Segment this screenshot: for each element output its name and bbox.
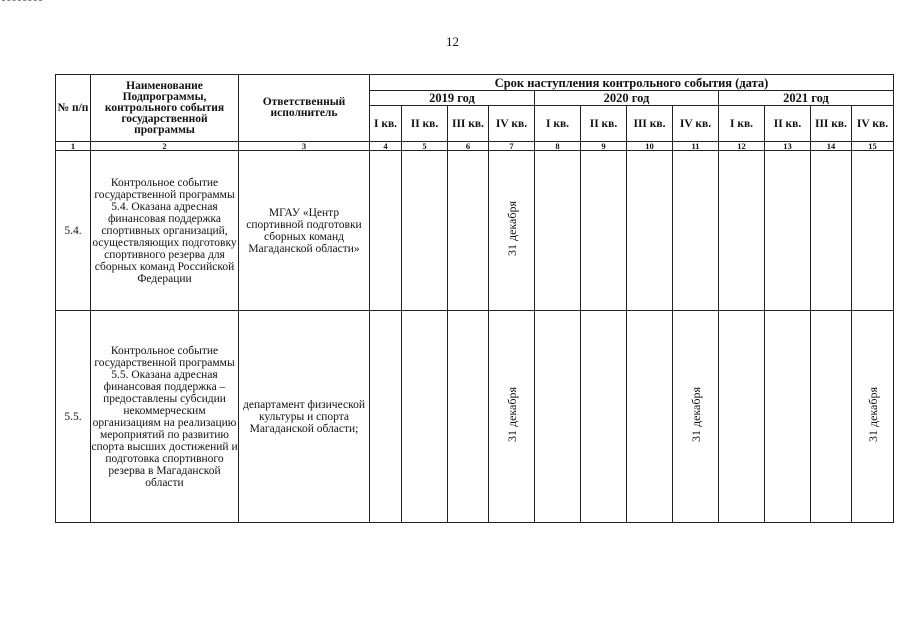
header-quarter: IV кв. [489, 106, 535, 142]
header-col-num: № п/п [56, 75, 91, 142]
column-number: 5 [402, 142, 448, 151]
header-quarter: III кв. [811, 106, 852, 142]
row-number: 5.4. [56, 151, 91, 311]
responsible-executor: МГАУ «Центр спортивной подготовки сборных команд Магаданской области» [239, 151, 370, 311]
header-quarter: III кв. [627, 106, 673, 142]
column-number: 9 [581, 142, 627, 151]
date-cell [852, 311, 894, 523]
header-quarter: II кв. [581, 106, 627, 142]
header-col-responsible: Ответственный исполнитель [239, 75, 370, 142]
date-cell [811, 151, 852, 311]
date-cell [811, 311, 852, 523]
date-cell [627, 311, 673, 523]
column-number: 11 [673, 142, 719, 151]
header-quarter: III кв. [448, 106, 489, 142]
date-text: 31 декабря [865, 387, 880, 443]
column-number: 4 [370, 142, 402, 151]
date-cell [719, 311, 765, 523]
date-cell [489, 311, 535, 523]
date-cell [370, 151, 402, 311]
header-col-name: Наименование Подпрограммы, контрольного события государственной программы [91, 75, 239, 142]
header-quarter: IV кв. [673, 106, 719, 142]
column-number: 3 [239, 142, 370, 151]
header-quarter: I кв. [370, 106, 402, 142]
date-cell [535, 311, 581, 523]
column-number: 14 [811, 142, 852, 151]
date-cell [489, 151, 535, 311]
date-cell [765, 151, 811, 311]
date-cell [627, 151, 673, 311]
corner-scan-mark [2, 0, 42, 3]
header-quarter: II кв. [765, 106, 811, 142]
date-cell [719, 151, 765, 311]
date-cell [448, 311, 489, 523]
date-cell [370, 311, 402, 523]
header-quarter: I кв. [719, 106, 765, 142]
date-text: 31 декабря [688, 387, 703, 443]
table-row [56, 151, 894, 311]
column-number: 13 [765, 142, 811, 151]
page-number: 12 [446, 34, 459, 49]
column-number: 8 [535, 142, 581, 151]
column-number: 12 [719, 142, 765, 151]
date-cell [581, 151, 627, 311]
date-cell [402, 151, 448, 311]
event-name: Контрольное событие государственной программы 5.4. Оказана адресная финансовая поддержка спортивных организаций, осуществляющих подготовку спортивного резерва для сборных команд Российской Федерации [91, 151, 239, 311]
date-cell [673, 311, 719, 523]
column-number: 2 [91, 142, 239, 151]
column-number: 1 [56, 142, 91, 151]
header-quarter: IV кв. [852, 106, 894, 142]
date-cell [581, 311, 627, 523]
header-quarter: II кв. [402, 106, 448, 142]
column-number: 7 [489, 142, 535, 151]
date-cell [448, 151, 489, 311]
header-year-2021: 2021 год [719, 91, 894, 106]
date-cell [402, 311, 448, 523]
date-cell [852, 151, 894, 311]
header-quarter: I кв. [535, 106, 581, 142]
event-name: Контрольное событие государственной программы 5.5. Оказана адресная финансовая поддержка – предоставлены субсидии некоммерческим организациям на реализацию мероприятий по развитию спорта высших достижений и подготовка спортивного резерва в Магаданской области [91, 311, 239, 523]
date-text: 31 декабря [504, 201, 519, 257]
column-number: 15 [852, 142, 894, 151]
column-number: 10 [627, 142, 673, 151]
date-cell [535, 151, 581, 311]
responsible-executor: департамент физической культуры и спорта Магаданской области; [239, 311, 370, 523]
header-deadline-title: Срок наступления контрольного события (дата) [370, 75, 894, 91]
row-number: 5.5. [56, 311, 91, 523]
table-row [56, 311, 894, 523]
header-year-2020: 2020 год [535, 91, 719, 106]
control-events-table [55, 74, 894, 523]
date-cell [673, 151, 719, 311]
header-year-2019: 2019 год [370, 91, 535, 106]
column-number: 6 [448, 142, 489, 151]
date-cell [765, 311, 811, 523]
date-text: 31 декабря [504, 387, 519, 443]
